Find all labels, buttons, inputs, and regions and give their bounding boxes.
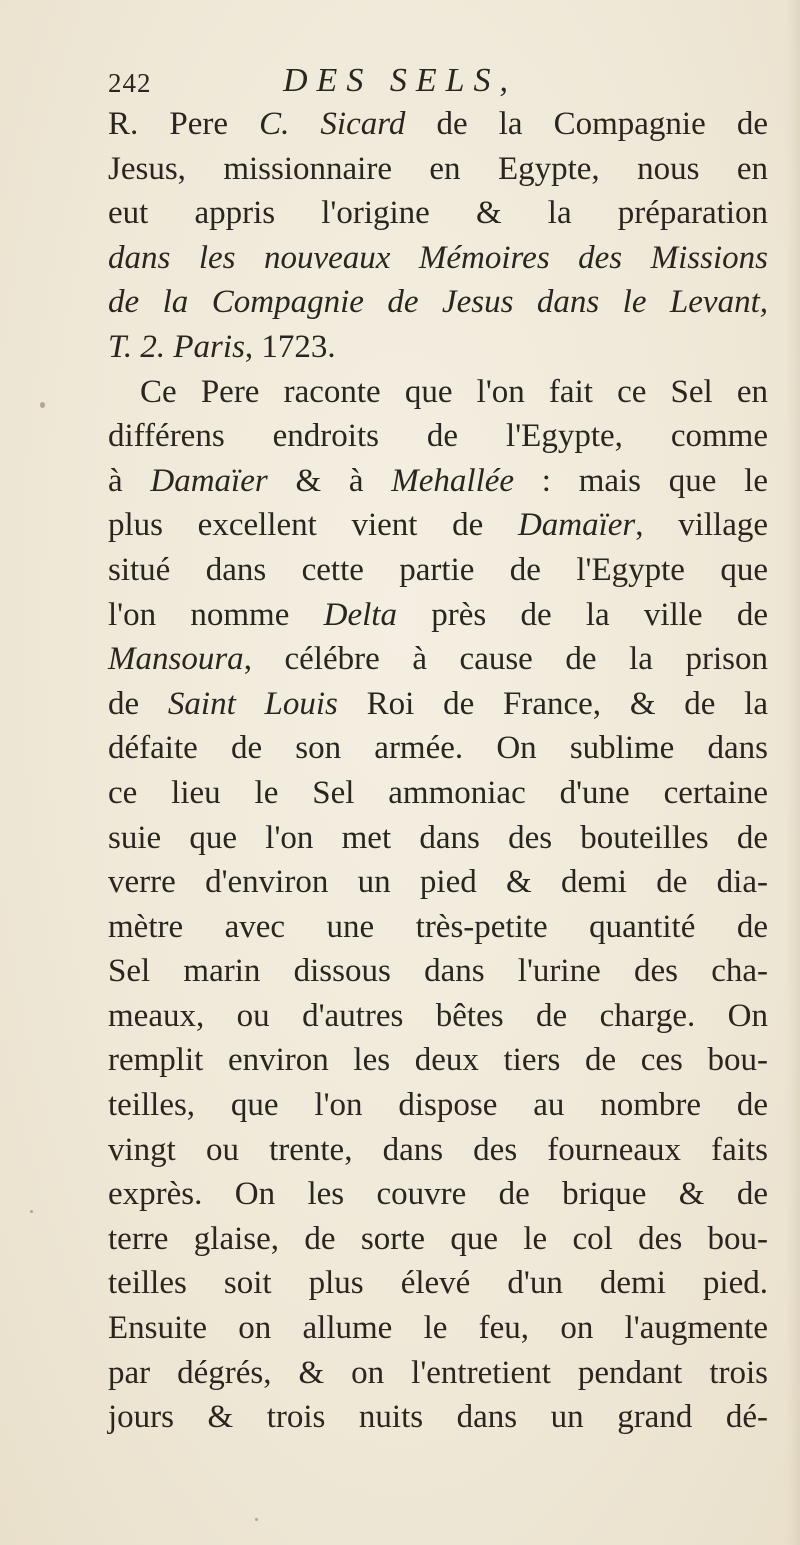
- text-run: plus excellent vient de: [108, 507, 518, 544]
- text-line: [108, 503, 768, 548]
- text-run: différens endroits de l'Egypte, comme: [108, 418, 768, 455]
- text-run: , célébre à cause de la prison: [243, 641, 768, 678]
- body-text: [108, 102, 768, 1440]
- text-line: [108, 1038, 768, 1083]
- italic-run: T. 2. Paris: [108, 328, 245, 365]
- text-line: [108, 370, 768, 415]
- text-run: ce lieu le Sel ammoniac d'une certaine: [108, 774, 768, 811]
- italic-run: Mehallée: [391, 462, 515, 499]
- text-line: [108, 860, 768, 905]
- text-line: [108, 949, 768, 994]
- text-line: [108, 905, 768, 950]
- paper-speck: [255, 1518, 258, 1521]
- text-run: Ce Pere raconte que l'on fait ce Sel en: [140, 373, 768, 410]
- italic-run: Delta: [323, 596, 397, 633]
- text-line: [108, 236, 768, 281]
- italic-run: Saint Louis: [167, 685, 338, 722]
- text-run: l'on nomme: [108, 596, 324, 633]
- text-line: [108, 1306, 768, 1351]
- text-line: [108, 459, 768, 504]
- text-run: de la Compagnie de: [405, 106, 768, 142]
- text-line: [108, 593, 768, 638]
- italic-run: Mansoura: [108, 641, 244, 678]
- text-run: vingt ou trente, dans des fourneaux faits: [108, 1131, 768, 1168]
- text-line: [108, 191, 768, 236]
- text-run: Ensuite on allume le feu, on l'augmente: [108, 1310, 768, 1347]
- text-line: [108, 102, 768, 147]
- text-line: [108, 548, 768, 593]
- italic-run: Damaïer: [517, 507, 636, 544]
- text-line: [108, 1261, 768, 1306]
- text-run: Jesus, missionnaire en Egypte, nous en: [108, 150, 768, 187]
- text-line: [108, 1351, 768, 1396]
- text-run: près de la ville de: [396, 596, 768, 633]
- text-run: jours & trois nuits dans un grand dé-: [108, 1399, 768, 1436]
- page-number: 242: [108, 68, 152, 98]
- paper-speck: [40, 402, 45, 408]
- text-run: teilles soit plus élevé d'un demi pied.: [108, 1265, 768, 1302]
- text-run: à: [108, 462, 151, 499]
- text-run: eut appris l'origine & la préparation: [108, 195, 768, 232]
- text-run: défaite de son armée. On sublime dans: [108, 730, 768, 767]
- text-line: [108, 682, 768, 727]
- text-run: , 1723.: [244, 328, 336, 365]
- text-run: Roi de France, & de la: [337, 685, 768, 722]
- text-run: & à: [267, 462, 392, 499]
- text-line: [108, 325, 768, 370]
- text-run: terre glaise, de sorte que le col des bou-: [108, 1220, 768, 1257]
- running-head: DES SELS,: [283, 62, 517, 99]
- text-run: remplit environ les deux tiers de ces bou-: [108, 1042, 768, 1079]
- text-line: [108, 771, 768, 816]
- text-run: : mais que le: [514, 462, 768, 499]
- text-line: [108, 414, 768, 459]
- text-line: [108, 726, 768, 771]
- italic-run: dans les nouveaux Mémoires des Missions: [108, 239, 768, 276]
- text-line: [108, 1217, 768, 1262]
- text-run: , village: [635, 507, 768, 544]
- text-run: de: [108, 685, 168, 722]
- italic-run: de la Compagnie de Jesus dans le Levant,: [108, 284, 768, 321]
- text-run: exprès. On les couvre de brique & de: [108, 1176, 768, 1213]
- text-run: verre d'environ un pied & demi de dia-: [108, 864, 768, 901]
- paper-speck: [30, 1210, 33, 1213]
- text-line: [108, 1395, 768, 1440]
- text-line: [108, 637, 768, 682]
- text-line: [108, 1128, 768, 1173]
- text-run: Sel marin dissous dans l'urine des cha-: [108, 953, 768, 990]
- text-run: mètre avec une très-petite quantité de: [108, 908, 768, 945]
- text-line: [108, 994, 768, 1039]
- italic-run: Damaïer: [150, 462, 268, 499]
- italic-run: C. Sicard: [259, 106, 406, 142]
- text-run: meaux, ou d'autres bêtes de charge. On: [108, 997, 768, 1034]
- text-line: [108, 1083, 768, 1128]
- text-line: [108, 147, 768, 192]
- text-run: R. Pere: [108, 106, 260, 142]
- text-run: par dégrés, & on l'entretient pendant trois: [108, 1354, 768, 1391]
- text-run: suie que l'on met dans des bouteilles de: [108, 819, 768, 856]
- text-line: [108, 816, 768, 861]
- page-header: [108, 62, 758, 102]
- page-edge-shadow: [786, 0, 800, 1545]
- text-line: [108, 1172, 768, 1217]
- text-run: teilles, que l'on dispose au nombre de: [108, 1087, 768, 1124]
- text-line: [108, 280, 768, 325]
- text-run: situé dans cette partie de l'Egypte que: [108, 551, 768, 588]
